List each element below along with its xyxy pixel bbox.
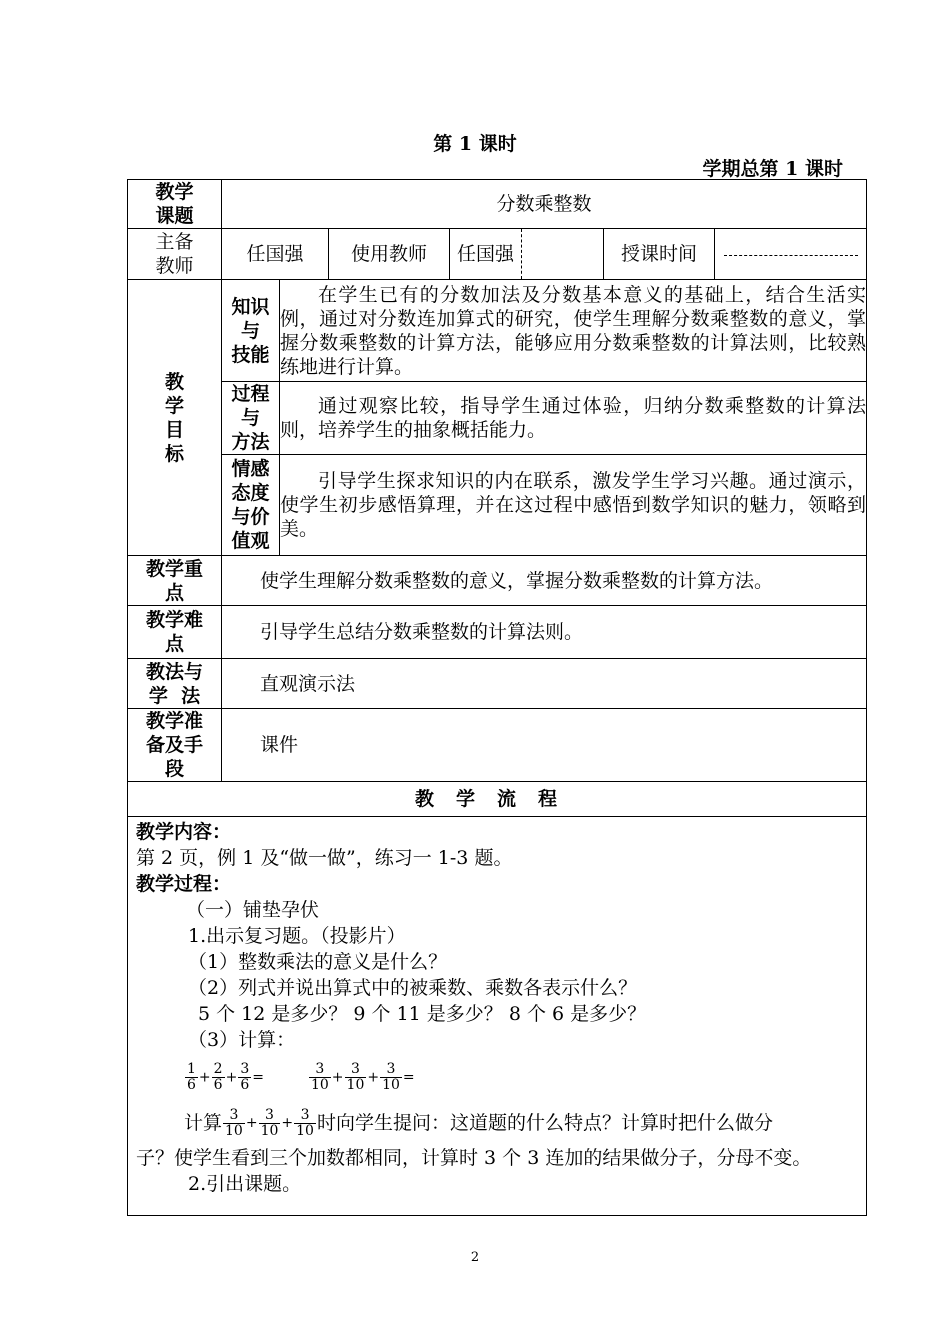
difficulty-value: 引导学生总结分数乘整数的计算法则。: [222, 606, 867, 659]
page-number: 2: [470, 1250, 480, 1265]
semester-lesson-count: 学期总第 1 课时: [702, 158, 843, 180]
teaching-content: [128, 817, 867, 1216]
key-point-label: 教学重 点: [128, 556, 222, 606]
lesson-title: 第 1 课时: [433, 133, 517, 155]
calc-question: 计算 $\frac{3}{10}$ + $\frac{3}{10}$ + $\frac{3}{10}$ 时向学生提问：这道题的什么特点？计算时把什么做分: [184, 1106, 773, 1139]
calc-continuation: 子？使学生看到三个加数都相同，计算时 3 个 3 连加的结果做分子，分母不变。: [136, 1147, 812, 1169]
prep-label: 教学准 备及手 段: [128, 709, 222, 782]
lesson-plan-table: [127, 179, 867, 1216]
expression-2: $\frac{3}{10}$ + $\frac{3}{10}$ + $\frac{3}{10}$ =: [310, 1060, 415, 1093]
class-time-value: [715, 229, 867, 280]
blank-cell: [522, 229, 604, 280]
question-3: （3）计算：: [188, 1029, 296, 1051]
content-text: 第 2 页，例 1 及“做一做”，练习一 1-3 题。: [136, 847, 513, 869]
goals-label: 教 学 目 标: [128, 280, 222, 556]
content-label: 教学内容：: [136, 821, 232, 843]
prep-value: 课件: [222, 709, 867, 782]
goal-emotion-label: 情感 态度 与价 值观: [222, 455, 280, 556]
topic-label: 教学 课题: [128, 180, 222, 229]
calc-expressions: [136, 1053, 858, 1101]
goal-emotion-text: 引导学生探求知识的内在联系，激发学生学习兴趣。通过演示，使学生初步感悟算理，并在这过程中感悟到数学知识的魅力，领略到美。: [280, 455, 867, 556]
teacher-label: 主备 教师: [128, 229, 222, 280]
goal-knowledge-text: 在学生已有的分数加法及分数基本意义的基础上，结合生活实例，通过对分数连加算式的研究，使学生理解分数乘整数的意义，掌握分数乘整数的计算方法，能够应用分数乘整数的计算法则，比较熟练地进行计算。: [280, 280, 867, 382]
method-label: 教法与 学 法: [128, 659, 222, 709]
goal-process-label: 过程 与 方法: [222, 382, 280, 455]
step-1: （一）铺垫孕伏: [186, 899, 320, 921]
difficulty-label: 教学难 点: [128, 606, 222, 659]
step-1-1: 1.出示复习题。（投影片）: [188, 925, 406, 947]
class-time-label: 授课时间: [604, 229, 715, 280]
question-1: （1）整数乘法的意义是什么？: [188, 951, 448, 973]
using-teacher-label: 使用教师: [329, 229, 450, 280]
process-label: 教学过程：: [136, 873, 232, 895]
goal-process-text: 通过观察比较，指导学生通过体验，归纳分数乘整数的计算法则，培养学生的抽象概括能力。: [280, 382, 867, 455]
key-point-value: 使学生理解分数乘整数的意义，掌握分数乘整数的计算方法。: [222, 556, 867, 606]
step-2: 2.引出课题。: [188, 1173, 302, 1195]
using-teacher-value: 任国强: [450, 229, 522, 280]
topic-value: 分数乘整数: [222, 180, 867, 229]
question-2: （2）列式并说出算式中的被乘数、乘数各表示什么？: [188, 977, 638, 999]
question-2-items: 5 个 12 是多少？ 9 个 11 是多少？ 8 个 6 是多少？: [198, 1003, 647, 1025]
method-value: 直观演示法: [222, 659, 867, 709]
flow-title: 教学流程: [128, 782, 867, 817]
expression-1: $\frac{1}{6}$ + $\frac{2}{6}$ + $\frac{3}{6}$ =: [187, 1060, 264, 1093]
teacher-value: 任国强: [222, 229, 329, 280]
goal-knowledge-label: 知识 与 技能: [222, 280, 280, 382]
